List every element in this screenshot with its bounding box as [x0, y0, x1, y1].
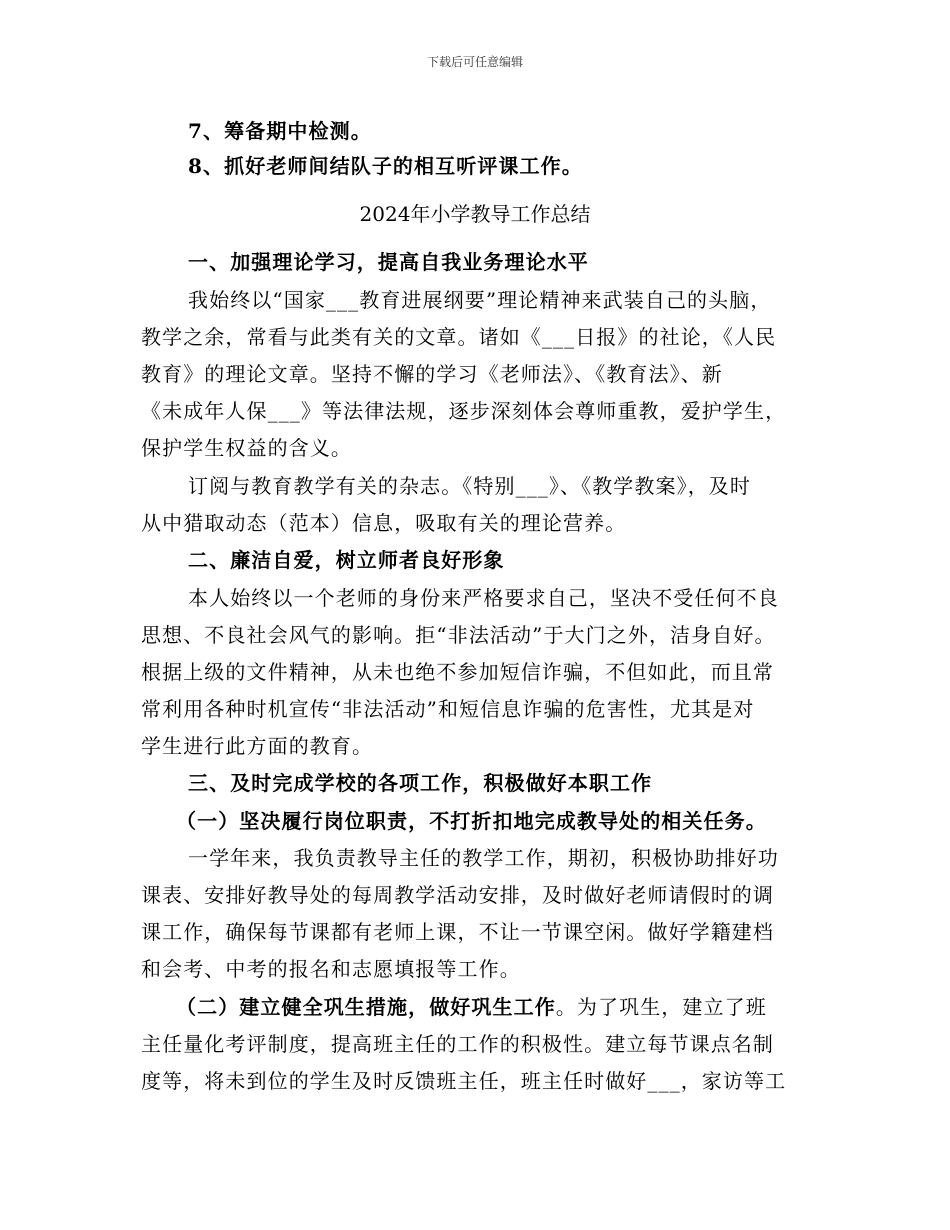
section3-heading: 三、及时完成学校的各项工作，积极做好本职工作	[188, 771, 653, 795]
paragraph-line: 学生进行此方面的教育。	[141, 734, 374, 758]
paragraph-line: 主任量化考评制度，提高班主任的工作的积极性。建立每节课点名制	[141, 1032, 774, 1056]
section3-subheading-2-line	[176, 994, 767, 1020]
paragraph-line: 教学之余，常看与此类有关的文章。诸如《___日报》的社论，《人民	[141, 325, 777, 349]
list-item-7: 7、筹备期中检测。	[188, 119, 372, 143]
paragraph-line: 常利用各种时机宣传“非法活动”和短信息诈骗的危害性，尤其是对	[141, 697, 755, 721]
list-item-8: 8、抓好老师间结队子的相互听评课工作。	[188, 154, 583, 178]
paragraph-line: 从中猎取动态（范本）信息，吸取有关的理论营养。	[141, 511, 627, 535]
document-title: 2024年小学教导工作总结	[359, 202, 591, 226]
paragraph-line: 我始终以“国家___教育进展纲要”理论精神来武装自己的头脑，	[188, 288, 772, 312]
paragraph-line: 课表、安排好教导处的每周教学活动安排，及时做好老师请假时的调	[141, 883, 774, 907]
paragraph-line: 教育》的理论文章。坚持不懈的学习《老师法》、《教育法》、新	[141, 362, 723, 386]
paragraph-line: 订阅与教育教学有关的杂志。《特别___》、《教学教案》，及时	[188, 474, 751, 498]
section3-sub2-text: 。为了巩生，建立了班	[555, 995, 767, 1019]
section1-heading: 一、加强理论学习，提高自我业务理论水平	[188, 250, 589, 274]
paragraph-line: 保护学生权益的含义。	[141, 436, 352, 460]
paragraph-line: 和会考、中考的报名和志愿填报等工作。	[141, 957, 521, 981]
section3-subheading-1: （一）坚决履行岗位职责，不打折扣地完成教导处的相关任务。	[176, 809, 767, 833]
paragraph-line: 一学年来，我负责教导主任的教学工作，期初，积极协助排好功	[188, 846, 779, 870]
paragraph-line: 本人始终以一个老师的身份来严格要求自己，坚决不受任何不良	[188, 586, 779, 610]
paragraph-line: 思想、不良社会风气的影响。拒“非法活动”于大门之外，洁身自好。	[141, 623, 776, 647]
paragraph-line: 《未成年人保___》等法律法规，逐步深刻体会尊师重教，爱护学生，	[141, 399, 787, 423]
section2-heading: 二、廉洁自爱，树立师者良好形象	[188, 548, 505, 572]
paragraph-line: 根据上级的文件精神，从未也绝不参加短信诈骗，不但如此，而且常	[141, 660, 774, 684]
page-header-note: 下载后可任意编辑	[426, 55, 523, 69]
paragraph-line: 度等，将未到位的学生及时反馈班主任，班主任时做好___，家访等工	[141, 1069, 787, 1093]
section3-subheading-2: （二）建立健全巩生措施，做好巩生工作	[176, 995, 556, 1019]
paragraph-line: 课工作，确保每节课都有老师上课，不让一节课空闲。做好学籍建档	[141, 920, 774, 944]
